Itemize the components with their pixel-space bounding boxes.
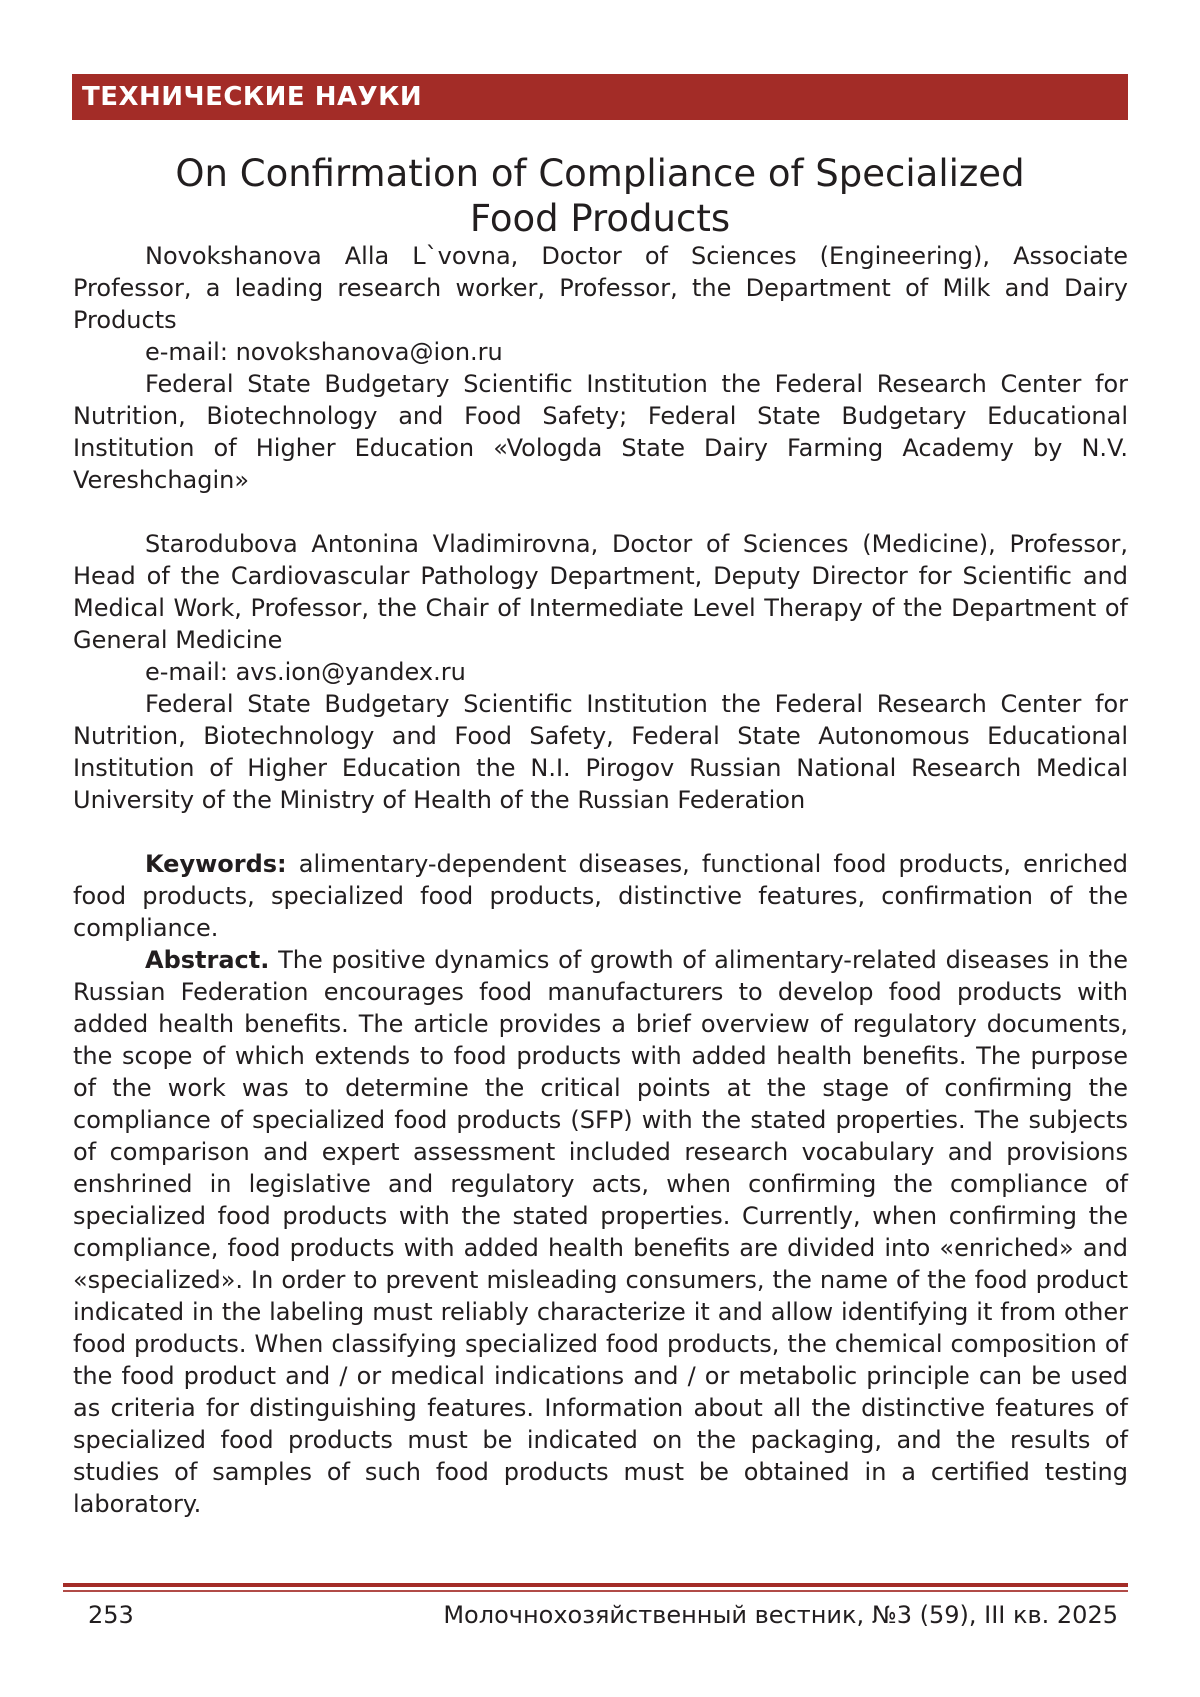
article-body: [73, 240, 1128, 1520]
footer-rule-thin-line: [63, 1590, 1128, 1592]
author1-email: e-mail: novokshanova@ion.ru: [145, 338, 503, 366]
author1-affiliation: Federal State Budgetary Scientific Institution the Federal Research Center for Nutrition, Biotechnology and Food Safety; Federal State Budgetary Educational Institution of Higher Education «Vologda State Dairy Farming Academy by N.V. Vereshchagin»: [73, 370, 1128, 494]
author1-bio: Novokshanova Alla L`vovna, Doctor of Sciences (Engineering), Associate Professor, a leading research worker, Professor, the Department of Milk and Dairy Products: [73, 242, 1128, 334]
article-title-line2: Food Products: [469, 196, 731, 240]
page-footer: [72, 1600, 1128, 1630]
article-title: [72, 151, 1128, 241]
section-banner: [72, 74, 1128, 120]
keywords-text: alimentary-dependent diseases, functional food products, enriched food products, specialized food products, distinctive features, confirmation of the compliance.: [73, 850, 1129, 942]
keywords-paragraph: [73, 848, 1128, 944]
footer-rule: [63, 1583, 1128, 1592]
journal-reference: Молочнохозяйственный вестник, №3 (59), III кв. 2025: [443, 1601, 1118, 1629]
page-number: 253: [88, 1601, 134, 1629]
abstract-paragraph: [73, 944, 1128, 1520]
abstract-label: Abstract.: [145, 946, 270, 974]
keywords-label: Keywords:: [145, 850, 287, 878]
author2-affiliation: Federal State Budgetary Scientific Institution the Federal Research Center for Nutrition, Biotechnology and Food Safety, Federal State Autonomous Educational Institution of Higher Education the N.I. Pirogov Russian National Research Medical University of the Ministry of Health of the Russian Federation: [73, 690, 1128, 814]
author2-email: e-mail: avs.ion@yandex.ru: [145, 658, 466, 686]
abstract-text: The positive dynamics of growth of alimentary-related diseases in the Russian Federation encourages food manufacturers to develop food products with added health benefits. The article provides a brief overview of regulatory documents, the scope of which extends to food products with added health benefits. The purpose of the work was to determine the critical points at the stage of confirming the compliance of specialized food products (SFP) with the stated properties. The subjects of comparison and expert assessment included research vocabulary and provisions enshrined in legislative and regulatory acts, when confirming the compliance of specialized food products with the stated properties. Currently, when confirming the compliance, food products with added health benefits are divided into «enriched» and «specialized». In order to prevent misleading consumers, the name of the food product indicated in the labeling must reliably characterize it and allow identifying it from other food products. When classifying specialized food products, the chemical composition of the food product and / or medical indications and / or metabolic principle can be used as criteria for distinguishing features. Information about all the distinctive features of specialized food products must be indicated on the packaging, and the results of studies of samples of such food products must be obtained in a certified testing laboratory.: [73, 946, 1128, 1518]
section-banner-label: ТЕХНИЧЕСКИЕ НАУКИ: [82, 82, 423, 112]
author2-bio: Starodubova Antonina Vladimirovna, Doctor of Sciences (Medicine), Professor, Head of the Cardiovascular Pathology Department, Deputy Director for Scientific and Medical Work, Professor, the Chair of Intermediate Level Therapy of the Department of General Medicine: [73, 530, 1128, 654]
article-title-line1: On Confirmation of Compliance of Specialized: [175, 151, 1025, 195]
